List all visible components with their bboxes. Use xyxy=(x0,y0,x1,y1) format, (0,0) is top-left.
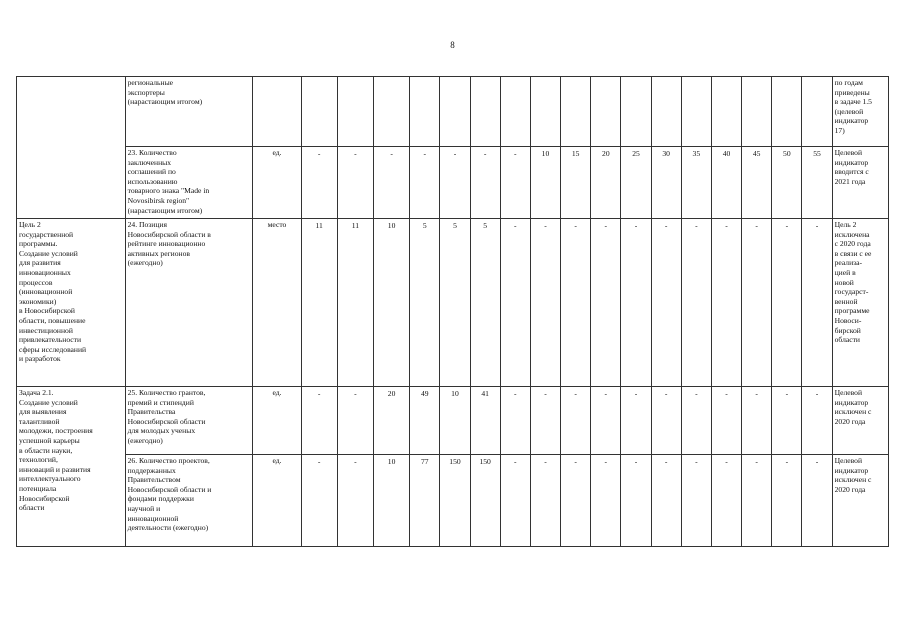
value-cell: 25 xyxy=(621,147,651,219)
value-cell: - xyxy=(500,387,530,455)
value-cell: - xyxy=(742,219,772,387)
value-cell xyxy=(772,77,802,147)
unit-cell xyxy=(253,77,301,147)
page-number: 8 xyxy=(450,40,455,50)
value-cell: 5 xyxy=(440,219,470,387)
value-cell: - xyxy=(301,455,337,547)
value-cell: 35 xyxy=(681,147,711,219)
unit-cell: место xyxy=(253,219,301,387)
value-cell xyxy=(591,77,621,147)
value-cell: - xyxy=(711,219,741,387)
value-cell xyxy=(530,77,560,147)
value-cell: - xyxy=(530,387,560,455)
indicator-name-cell: 26. Количество проектов, поддержанных Правительством Новосибирской области и фондами поддержки научной и инновационной деятельности (ежегодно) xyxy=(125,455,253,547)
value-cell: - xyxy=(337,147,373,219)
value-cell: - xyxy=(561,455,591,547)
note-cell: Целевой индикатор вводится с 2021 года xyxy=(832,147,888,219)
value-cell xyxy=(621,77,651,147)
value-cell xyxy=(802,77,832,147)
value-cell: - xyxy=(711,455,741,547)
value-cell: 50 xyxy=(772,147,802,219)
value-cell xyxy=(500,77,530,147)
unit-cell: ед. xyxy=(253,147,301,219)
value-cell: - xyxy=(651,387,681,455)
value-cell: 10 xyxy=(440,387,470,455)
value-cell: - xyxy=(772,219,802,387)
value-cell xyxy=(681,77,711,147)
value-cell: - xyxy=(374,147,410,219)
value-cell: 15 xyxy=(561,147,591,219)
value-cell: 20 xyxy=(374,387,410,455)
indicator-table xyxy=(16,76,889,547)
value-cell: - xyxy=(802,455,832,547)
value-cell: 30 xyxy=(651,147,681,219)
value-cell: 10 xyxy=(530,147,560,219)
value-cell xyxy=(440,77,470,147)
value-cell: - xyxy=(301,147,337,219)
value-cell: - xyxy=(591,387,621,455)
value-cell: 20 xyxy=(591,147,621,219)
value-cell: - xyxy=(681,387,711,455)
value-cell: 150 xyxy=(470,455,500,547)
value-cell: - xyxy=(470,147,500,219)
value-cell: - xyxy=(530,455,560,547)
value-cell: 5 xyxy=(470,219,500,387)
indicator-name-cell: региональные экспортеры (нарастающим итогом) xyxy=(125,77,253,147)
value-cell: - xyxy=(561,219,591,387)
value-cell: - xyxy=(772,387,802,455)
value-cell xyxy=(742,77,772,147)
value-cell xyxy=(470,77,500,147)
note-cell: Цель 2 исключена с 2020 года в связи с ее реализа- цией в новой государст- венной программе Новоси- бирской области xyxy=(832,219,888,387)
goal-cell xyxy=(17,77,126,219)
value-cell: 5 xyxy=(410,219,440,387)
value-cell xyxy=(337,77,373,147)
value-cell xyxy=(301,77,337,147)
table-row xyxy=(17,147,889,219)
value-cell: 45 xyxy=(742,147,772,219)
value-cell: - xyxy=(742,387,772,455)
value-cell: - xyxy=(500,219,530,387)
value-cell: - xyxy=(681,219,711,387)
value-cell: - xyxy=(337,387,373,455)
value-cell: - xyxy=(591,455,621,547)
value-cell: - xyxy=(561,387,591,455)
value-cell: - xyxy=(742,455,772,547)
value-cell: 40 xyxy=(711,147,741,219)
indicator-name-cell: 25. Количество грантов, премий и стипендий Правительства Новосибирской области для молодых ученых (ежегодно) xyxy=(125,387,253,455)
value-cell: - xyxy=(440,147,470,219)
note-cell: по годам приведены в задаче 1.5 (целевой индикатор 17) xyxy=(832,77,888,147)
value-cell: - xyxy=(301,387,337,455)
value-cell: - xyxy=(591,219,621,387)
value-cell: - xyxy=(500,455,530,547)
table-row xyxy=(17,219,889,387)
goal-cell: Цель 2 государственной программы. Создание условий для развития инновационных процессов (инновационной экономики) в Новосибирской области, повышение инвестиционной привлекательности сферы исследований и разработок xyxy=(17,219,126,387)
value-cell xyxy=(651,77,681,147)
value-cell: - xyxy=(500,147,530,219)
table-row xyxy=(17,387,889,455)
indicator-name-cell: 24. Позиция Новосибирской области в рейтинге инновационно активных регионов (ежегодно) xyxy=(125,219,253,387)
table-row xyxy=(17,455,889,547)
value-cell: - xyxy=(530,219,560,387)
table-row xyxy=(17,77,889,147)
indicator-name-cell: 23. Количество заключенных соглашений по использованию товарного знака "Made in Novosibirsk region" (нарастающим итогом) xyxy=(125,147,253,219)
value-cell: - xyxy=(772,455,802,547)
goal-cell: Задача 2.1. Создание условий для выявления талантливой молодежи, построения успешной карьеры в области науки, технологий, инноваций и развития интеллектуального потенциала Новосибирской области xyxy=(17,387,126,547)
value-cell xyxy=(561,77,591,147)
value-cell: - xyxy=(802,219,832,387)
value-cell: - xyxy=(651,455,681,547)
value-cell: - xyxy=(410,147,440,219)
value-cell: 10 xyxy=(374,219,410,387)
value-cell xyxy=(711,77,741,147)
value-cell: 10 xyxy=(374,455,410,547)
value-cell: 41 xyxy=(470,387,500,455)
value-cell: 55 xyxy=(802,147,832,219)
value-cell: 150 xyxy=(440,455,470,547)
value-cell: - xyxy=(621,387,651,455)
value-cell: 49 xyxy=(410,387,440,455)
value-cell: - xyxy=(711,387,741,455)
value-cell: 77 xyxy=(410,455,440,547)
value-cell: 11 xyxy=(301,219,337,387)
unit-cell: ед. xyxy=(253,387,301,455)
value-cell xyxy=(374,77,410,147)
value-cell: - xyxy=(681,455,711,547)
note-cell: Целевой индикатор исключен с 2020 года xyxy=(832,455,888,547)
value-cell: - xyxy=(621,455,651,547)
value-cell: - xyxy=(337,455,373,547)
value-cell: - xyxy=(651,219,681,387)
value-cell: - xyxy=(621,219,651,387)
note-cell: Целевой индикатор исключен с 2020 года xyxy=(832,387,888,455)
value-cell xyxy=(410,77,440,147)
value-cell: 11 xyxy=(337,219,373,387)
value-cell: - xyxy=(802,387,832,455)
unit-cell: ед. xyxy=(253,455,301,547)
